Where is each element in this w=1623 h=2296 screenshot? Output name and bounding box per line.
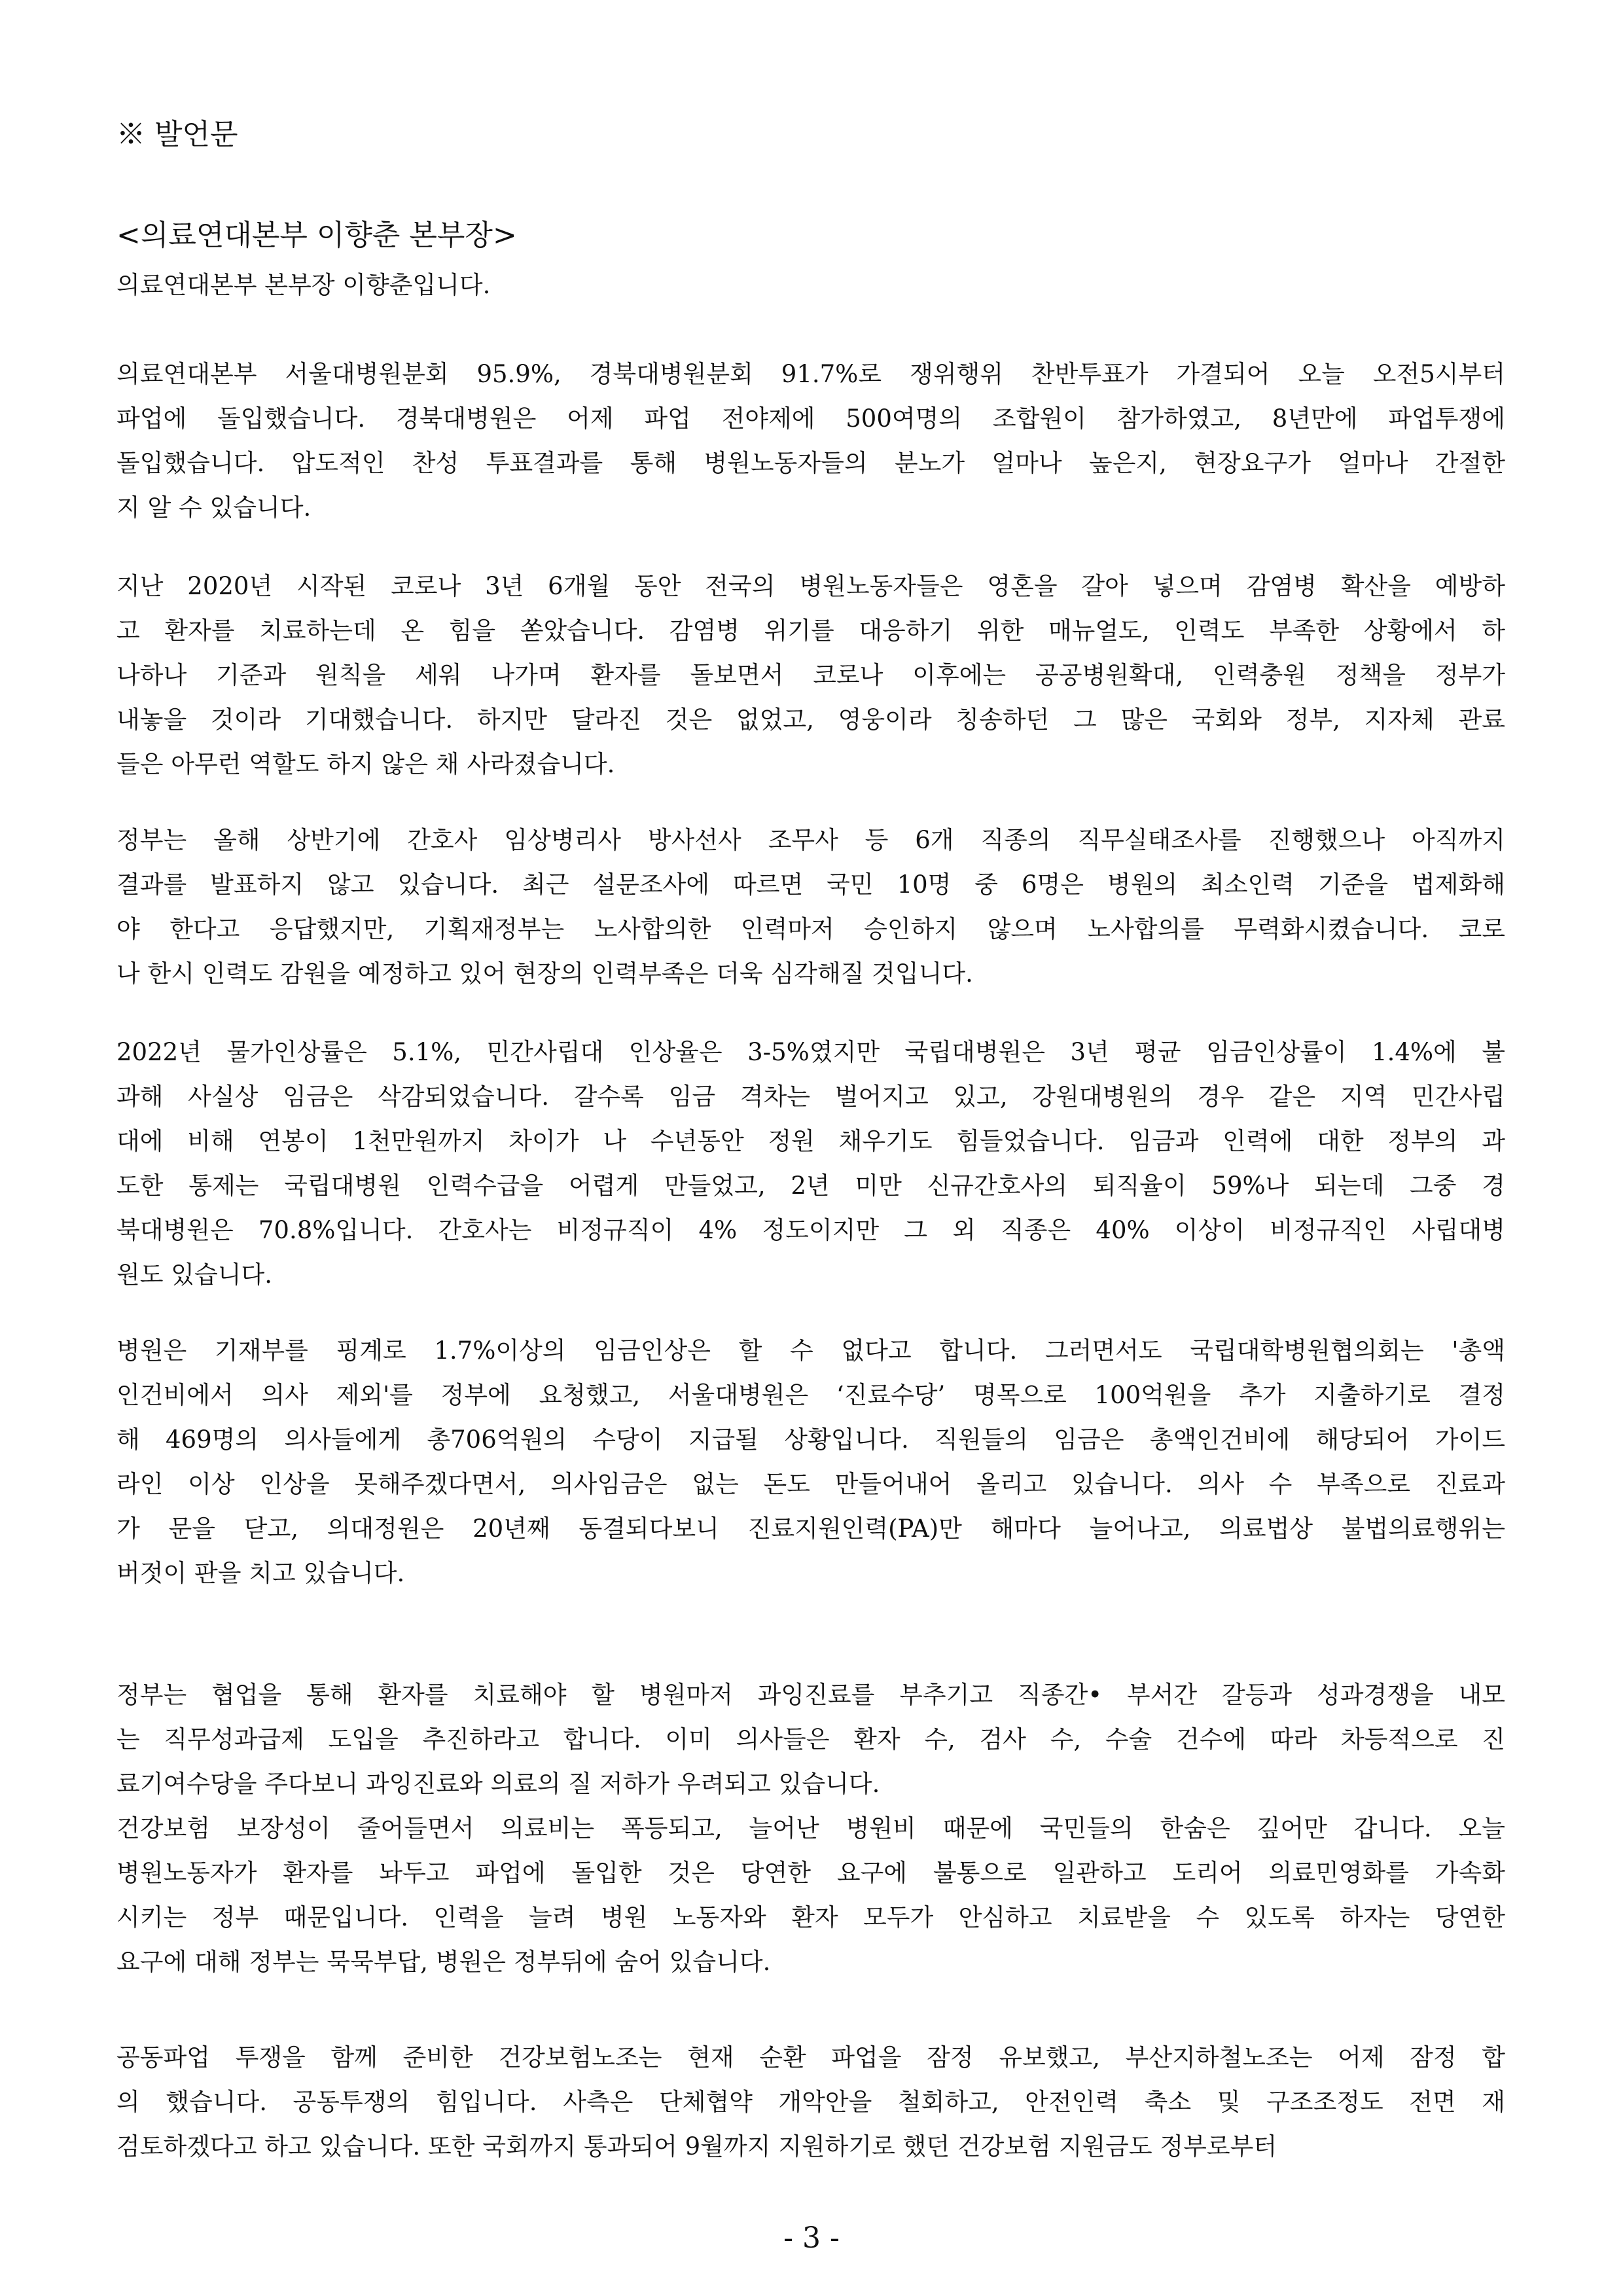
paragraph-line: 검토하겠다고 하고 있습니다. 또한 국회까지 통과되어 9월까지 지원하기로 했던 건강보험 지원금도 정부로부터 <box>116 2132 1277 2161</box>
paragraph-line: 파업에 돌입했습니다. 경북대병원은 어제 파업 전야제에 500여명의 조합원이 참가하였고, 8년만에 파업투쟁에 <box>116 404 1505 433</box>
paragraph-line: 도한 통제는 국립대병원 인력수급을 어렵게 만들었고, 2년 미만 신규간호사의 퇴직율이 59%나 되는데 그중 경 <box>116 1172 1505 1200</box>
paragraph-line: 버젓이 판을 치고 있습니다. <box>116 1559 405 1587</box>
paragraph-line: 가 문을 닫고, 의대정원은 20년째 동결되다보니 진료지원인력(PA)만 해마다 늘어나고, 의료법상 불법의료행위는 <box>116 1515 1505 1543</box>
paragraph-line: 는 직무성과급제 도입을 추진하라고 합니다. 이미 의사들은 환자 수, 검사 수, 수술 건수에 따라 차등적으로 진 <box>116 1725 1505 1753</box>
paragraph-line: 나하나 기준과 원칙을 세워 나가며 환자를 돌보면서 코로나 이후에는 공공병원확대, 인력충원 정책을 정부가 <box>116 661 1505 689</box>
paragraph-line: 라인 이상 인상을 못해주겠다면서, 의사임금은 없는 돈도 만들어내어 올리고 있습니다. 의사 수 부족으로 진료과 <box>116 1470 1505 1498</box>
paragraph-line: 료기여수당을 주다보니 과잉진료와 의료의 질 저하가 우려되고 있습니다. <box>116 1770 880 1798</box>
section-title: ※ 발언문 <box>116 118 238 151</box>
paragraph-line: 지난 2020년 시작된 코로나 3년 6개월 동안 전국의 병원노동자들은 영혼을 갈아 넣으며 감염병 확산을 예방하 <box>116 572 1505 600</box>
paragraph-line: 병원노동자가 환자를 놔두고 파업에 돌입한 것은 당연한 요구에 불통으로 일관하고 도리어 의료민영화를 가속화 <box>116 1859 1505 1887</box>
paragraph-line: 지 알 수 있습니다. <box>116 493 312 522</box>
paragraph-line: 인건비에서 의사 제외'를 정부에 요청했고, 서울대병원은 ‘진료수당’ 명목으로 100억원을 추가 지출하기로 결정 <box>116 1381 1505 1409</box>
paragraph-line: 병원은 기재부를 핑계로 1.7%이상의 임금인상은 할 수 없다고 합니다. 그러면서도 국립대학병원협의회는 '총액 <box>116 1336 1505 1365</box>
paragraph-line: 돌입했습니다. 압도적인 찬성 투표결과를 통해 병원노동자들의 분노가 얼마나 높은지, 현장요구가 얼마나 간절한 <box>116 449 1505 477</box>
paragraph-line: 결과를 발표하지 않고 있습니다. 최근 설문조사에 따르면 국민 10명 중 6명은 병원의 최소인력 기준을 법제화해 <box>116 870 1505 899</box>
paragraph-line: 공동파업 투쟁을 함께 준비한 건강보험노조는 현재 순환 파업을 잠정 유보했고, 부산지하철노조는 어제 잠정 합 <box>116 2043 1505 2072</box>
paragraph-line: 대에 비해 연봉이 1천만원까지 차이가 나 수년동안 정원 채우기도 힘들었습니다. 임금과 인력에 대한 정부의 과 <box>116 1127 1505 1155</box>
paragraph-line: 고 환자를 치료하는데 온 힘을 쏟았습니다. 감염병 위기를 대응하기 위한 매뉴얼도, 인력도 부족한 상황에서 하 <box>116 617 1505 645</box>
paragraph-line: 의 했습니다. 공동투쟁의 힘입니다. 사측은 단체협약 개악안을 철회하고, 안전인력 축소 및 구조조정도 전면 재 <box>116 2088 1505 2116</box>
paragraph-line: 건강보험 보장성이 줄어들면서 의료비는 폭등되고, 늘어난 병원비 때문에 국민들의 한숨은 깊어만 갑니다. 오늘 <box>116 1814 1505 1842</box>
speaker-heading: <의료연대본부 이향춘 본부장> <box>116 219 517 252</box>
paragraph-line: 해 469명의 의사들에게 총706억원의 수당이 지급될 상황입니다. 직원들의 임금은 총액인건비에 해당되어 가이드 <box>116 1426 1505 1454</box>
paragraph-line: 요구에 대해 정부는 묵묵부답, 병원은 정부뒤에 숨어 있습니다. <box>116 1948 771 1976</box>
paragraph-line: 야 한다고 응답했지만, 기획재정부는 노사합의한 인력마저 승인하지 않으며 노사합의를 무력화시켰습니다. 코로 <box>116 915 1505 943</box>
paragraph-line: 북대병원은 70.8%입니다. 간호사는 비정규직이 4% 정도이지만 그 외 직종은 40% 이상이 비정규직인 사립대병 <box>116 1216 1505 1244</box>
paragraph-line: 정부는 협업을 통해 환자를 치료해야 할 병원마저 과잉진료를 부추기고 직종간• 부서간 갈등과 성과경쟁을 내모 <box>116 1681 1505 1709</box>
paragraph-line: 시키는 정부 때문입니다. 인력을 늘려 병원 노동자와 환자 모두가 안심하고 치료받을 수 있도록 하자는 당연한 <box>116 1903 1505 1931</box>
paragraph-line: 원도 있습니다. <box>116 1261 272 1289</box>
paragraph-line: 의료연대본부 서울대병원분회 95.9%, 경북대병원분회 91.7%로 쟁위행위 찬반투표가 가결되어 오늘 오전5시부터 <box>116 360 1505 388</box>
paragraph-line: 2022년 물가인상률은 5.1%, 민간사립대 인상율은 3-5%였지만 국립대병원은 3년 평균 임금인상률이 1.4%에 불 <box>116 1038 1505 1066</box>
paragraph-line: 내놓을 것이라 기대했습니다. 하지만 달라진 것은 없었고, 영웅이라 칭송하던 그 많은 국회와 정부, 지자체 관료 <box>116 706 1505 734</box>
intro-line: 의료연대본부 본부장 이향춘입니다. <box>116 271 491 299</box>
paragraph-line: 나 한시 인력도 감원을 예정하고 있어 현장의 인력부족은 더욱 심각해질 것입니다. <box>116 960 973 988</box>
paragraph-line: 정부는 올해 상반기에 간호사 임상병리사 방사선사 조무사 등 6개 직종의 직무실태조사를 진행했으나 아직까지 <box>116 826 1505 854</box>
page-number: - 3 - <box>783 2221 840 2255</box>
paragraph-line: 과해 사실상 임금은 삭감되었습니다. 갈수록 임금 격차는 벌어지고 있고, 강원대병원의 경우 같은 지역 민간사립 <box>116 1083 1505 1111</box>
paragraph-line: 들은 아무런 역할도 하지 않은 채 사라졌습니다. <box>116 750 615 778</box>
